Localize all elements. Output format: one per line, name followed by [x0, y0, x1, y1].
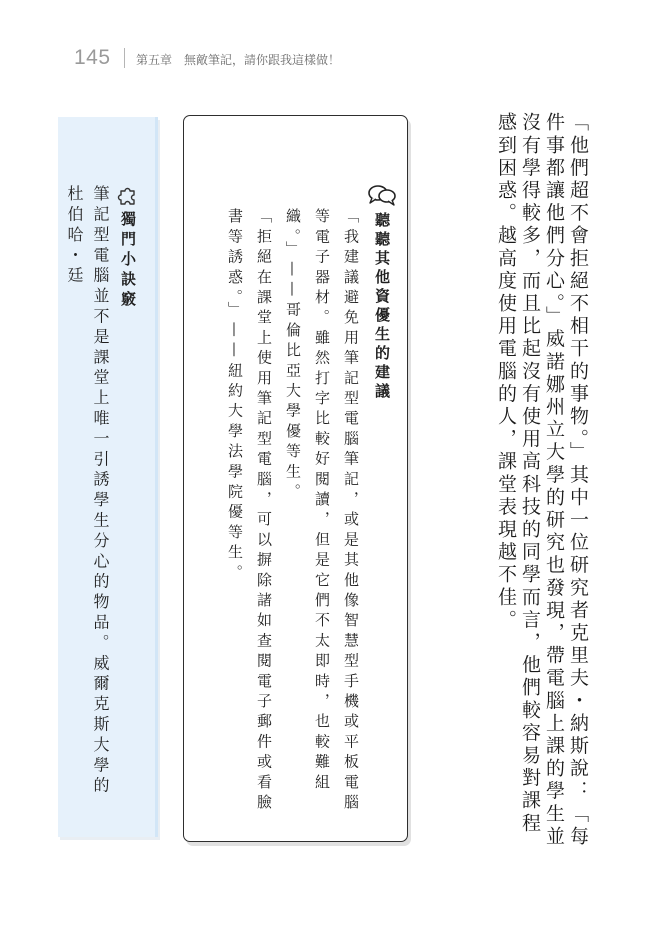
tip-body: 筆記型電腦並不是課堂上唯一引誘學生分心的物品。威爾克斯大學的杜伯哈・廷: [65, 185, 110, 797]
page-number: 145: [74, 46, 111, 69]
advice-heading: 聽聽其他資優生的建議: [373, 212, 391, 402]
puzzle-icon: [117, 185, 139, 207]
advice-heading-group: [367, 182, 397, 402]
advice-quote-columbia: [278, 208, 365, 818]
advice-quote-nyu: [220, 208, 278, 818]
chat-bubbles-icon: [367, 182, 397, 208]
advice-quote-2: 「拒絕在課堂上使用筆記型電腦，可以摒除諸如查閱電子郵件或看臉書等誘惑。」: [226, 208, 273, 814]
advice-attribution-2: ——紐約大學法學院優等生。: [226, 321, 244, 585]
tip-box: [58, 117, 158, 837]
chapter-title: 第五章 無敵筆記，請你跟我這樣做！: [136, 53, 341, 67]
tip-heading-group: [117, 185, 139, 311]
advice-body: [205, 208, 365, 818]
advice-quote-1: 「我建議避免用筆記型電腦筆記，或是其他像智慧型手機或平板電腦等電子器材。雖然打字比較好閱讀，但是它們不太即時，也較難組織。」: [284, 208, 360, 814]
advice-attribution-1: ——哥倫比亞大學優等生。: [284, 261, 302, 504]
advice-box: [183, 115, 408, 842]
main-body-paragraph: 「他們超不會拒絕不相干的事物。」其中一位研究者克里夫・納斯說：「每件事都讓他們分心。」威諾娜州立大學的研究也發現，帶電腦上課的學生並沒有學得較多，而且比起沒有使用高科技的同學而言，他們較容易對課程感到困惑。越高度使用電腦的人，課堂表現越不佳。: [495, 112, 589, 849]
header-divider: [124, 48, 125, 68]
tip-heading: 獨門小訣竅: [119, 211, 137, 311]
